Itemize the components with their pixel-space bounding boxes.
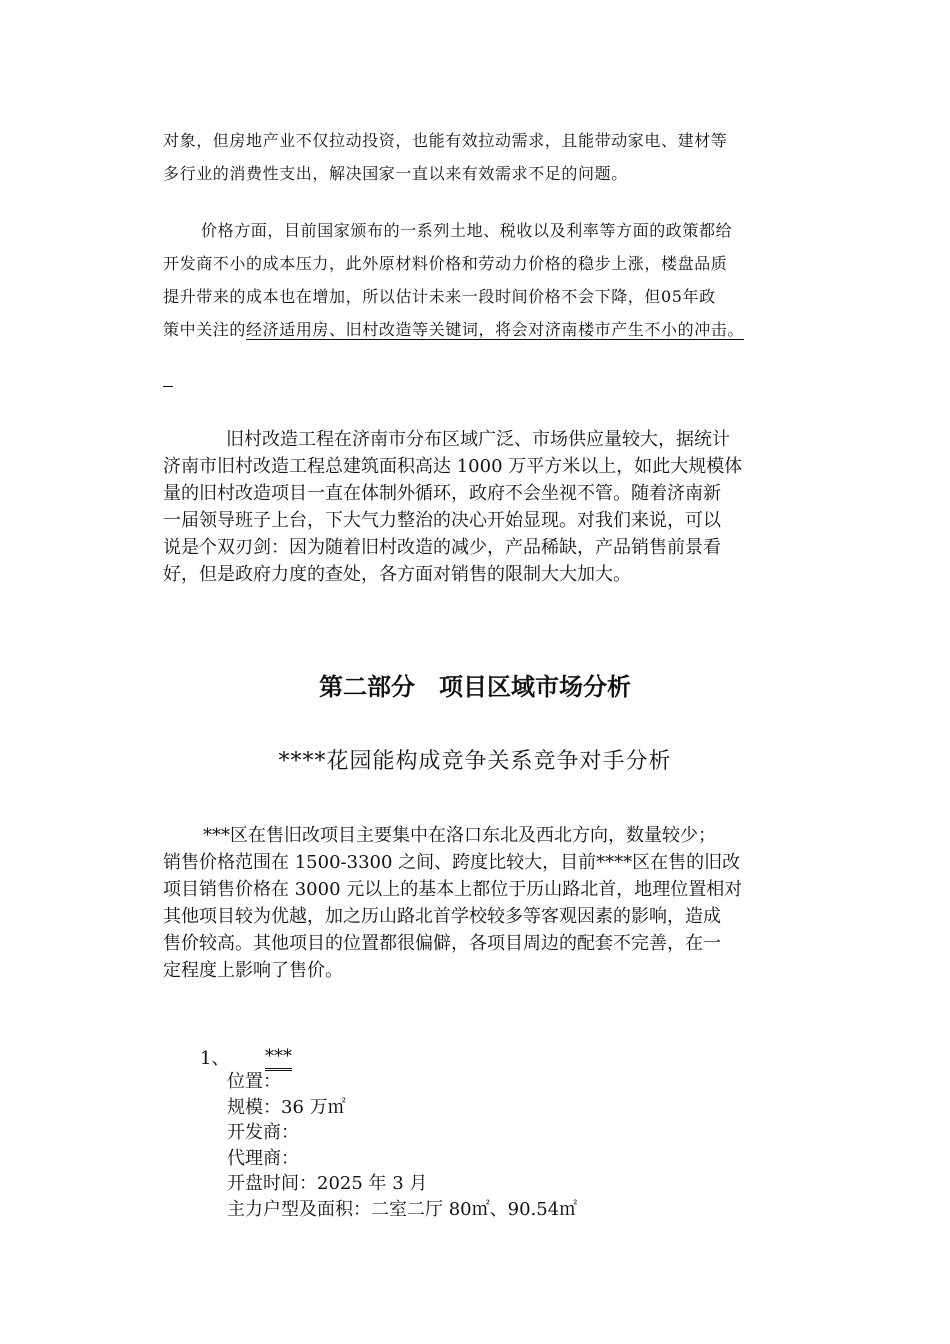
section-subheading: ****花园能构成竞争关系竞争对手分析 — [278, 749, 672, 774]
underlined-keywords: 经济适用房、旧村改造等关键词，将会对济南楼市产生不小的冲击。 — [246, 320, 745, 339]
project-details — [227, 1069, 577, 1222]
text-line: 对象，但房地产业不仅拉动投资，也能有效拉动需求，且能带动家电、建材等 — [163, 131, 728, 150]
text-line: 开发商不小的成本压力，此外原材料价格和劳动力价格的稳步上涨，楼盘品质 — [163, 254, 728, 273]
detail-scale: 规模：36 万㎡ — [227, 1096, 346, 1118]
text-line: 价格方面，目前国家颁布的一系列土地、税收以及利率等方面的政策都给 — [201, 221, 733, 240]
text-line: 旧村改造工程在济南市分布区域广泛、市场供应量较大，据统计 — [226, 429, 730, 450]
text-line: 提升带来的成本也在增加，所以估计未来一段时间价格不会下降，但05年政 — [163, 287, 716, 306]
text-line: 一届领导班子上台，下大气力整治的决心开始显现。对我们来说，可以 — [163, 510, 721, 531]
text-line: 其他项目较为优越，加之历山路北首学校较多等客观因素的影响，造成 — [163, 906, 721, 927]
detail-opening-date: 开盘时间：2025 年 3 月 — [227, 1173, 428, 1194]
project-name: *** — [265, 1046, 292, 1071]
text-line: 销售价格范围在 1500-3300 之间、跨度比较大，目前****区在售的旧改 — [163, 852, 741, 873]
text-line: ***区在售旧改项目主要集中在洛口东北及西北方向，数量较少； — [203, 825, 716, 846]
text-line: 多行业的消费性支出，解决国家一直以来有效需求不足的问题。 — [163, 164, 628, 183]
detail-location: 位置： — [227, 1071, 281, 1092]
detail-developer: 开发商： — [227, 1122, 299, 1143]
text-line — [163, 313, 823, 346]
text-line-prefix: 策中关注的 — [163, 320, 247, 339]
paragraph-area-market — [163, 822, 823, 984]
text-line: 量的旧村改造项目一直在体制外循环，政府不会坐视不管。随着济南新 — [163, 483, 721, 504]
underline-mark — [163, 386, 173, 387]
detail-agent: 代理商： — [227, 1147, 299, 1169]
text-line: 项目销售价格在 3000 元以上的基本上都位于历山路北首，地理位置相对 — [163, 879, 743, 900]
text-line: 定程度上影响了售价。 — [163, 960, 343, 981]
text-line: 售价较高。其他项目的位置都很偏僻，各项目周边的配套不完善，在一 — [163, 933, 721, 954]
paragraph-price — [163, 214, 823, 346]
text-line: 济南市旧村改造工程总建筑面积高达 1000 万平方米以上，如此大规模体 — [163, 456, 743, 477]
text-line: 好，但是政府力度的查处，各方面对销售的限制大大加大。 — [163, 564, 631, 585]
paragraph-investment — [163, 124, 823, 190]
detail-unit-types: 主力户型及面积：二室二厅 80㎡、90.54㎡ — [227, 1198, 578, 1220]
paragraph-renovation — [163, 426, 823, 588]
text-line: 说是个双刃剑：因为随着旧村改造的减少，产品稀缺，产品销售前景看 — [163, 537, 721, 558]
list-item-number: 1、 — [200, 1048, 230, 1069]
section-heading: 第二部分 项目区域市场分析 — [319, 673, 631, 701]
